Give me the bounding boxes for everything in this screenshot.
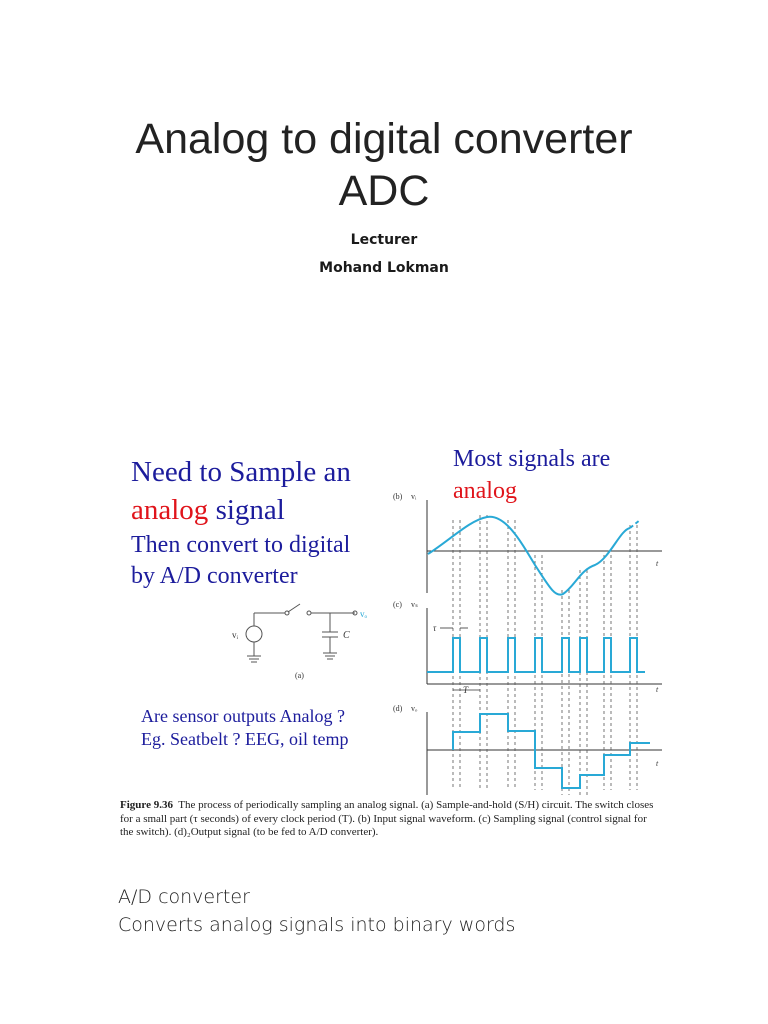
panel-b-label: (b) (393, 492, 403, 501)
most-signals-text: Most signals are (453, 446, 611, 472)
title-line-1: Analog to digital converter (135, 115, 633, 163)
input-waveform-dashed (630, 520, 640, 528)
tau-label: τ (433, 623, 437, 633)
lecturer-role: Lecturer (350, 232, 418, 248)
axis-t-c: t (656, 685, 659, 694)
panel-c-vs: vₛ (411, 600, 418, 609)
axes (427, 500, 662, 795)
circuit-c-label: C (343, 630, 350, 641)
analog-word: analog (131, 494, 209, 526)
output-waveform (453, 714, 650, 788)
need-to-sample-text: Need to Sample an (131, 456, 351, 488)
panel-c-label: (c) (393, 600, 402, 609)
input-waveform (428, 517, 630, 595)
figure-caption-text: The process of periodically sampling an analog signal. (a) Sample-and-hold (S/H) circuit. The switch closes for a small part (τ seconds) of every clock period (T). (b) Input signal waveform. (c) Sampling signal (control signal for the switch). (d)₂Output signal (to be fed to A/D converter). (120, 799, 654, 838)
figure-caption (120, 799, 660, 840)
panel-d-label: (d) (393, 704, 403, 713)
axis-t-d: t (656, 759, 659, 768)
axis-t-b: t (656, 559, 659, 568)
circuit-a-label: (a) (295, 671, 304, 680)
panel-d-vo: vₒ (411, 704, 418, 713)
period-label: T (463, 685, 469, 695)
figure-caption-label: Figure 9.36 (120, 799, 173, 811)
lecturer-name: Mohand Lokman (319, 260, 449, 276)
sample-hold-circuit (246, 604, 357, 662)
sensor-question-text: Are sensor outputs Analog ? (141, 706, 345, 726)
sampling-pulses (427, 638, 645, 672)
then-convert-text: Then convert to digital (131, 532, 351, 558)
circuit-vo-label: vₒ (360, 609, 368, 619)
title-line-2: ADC (338, 167, 430, 215)
circuit-vi-label: vᵢ (232, 630, 238, 640)
most-signals-analog-text: analog (453, 478, 517, 504)
bottom-line-2: Converts analog signals into binary words (118, 914, 516, 936)
signal-word: signal (208, 494, 285, 526)
by-ad-converter-text: by A/D converter (131, 563, 298, 589)
sensor-examples-text: Eg. Seatbelt ? EEG, oil temp (141, 729, 349, 749)
panel-b-vi: vᵢ (411, 492, 417, 501)
bottom-line-1: A/D converter (118, 886, 250, 908)
